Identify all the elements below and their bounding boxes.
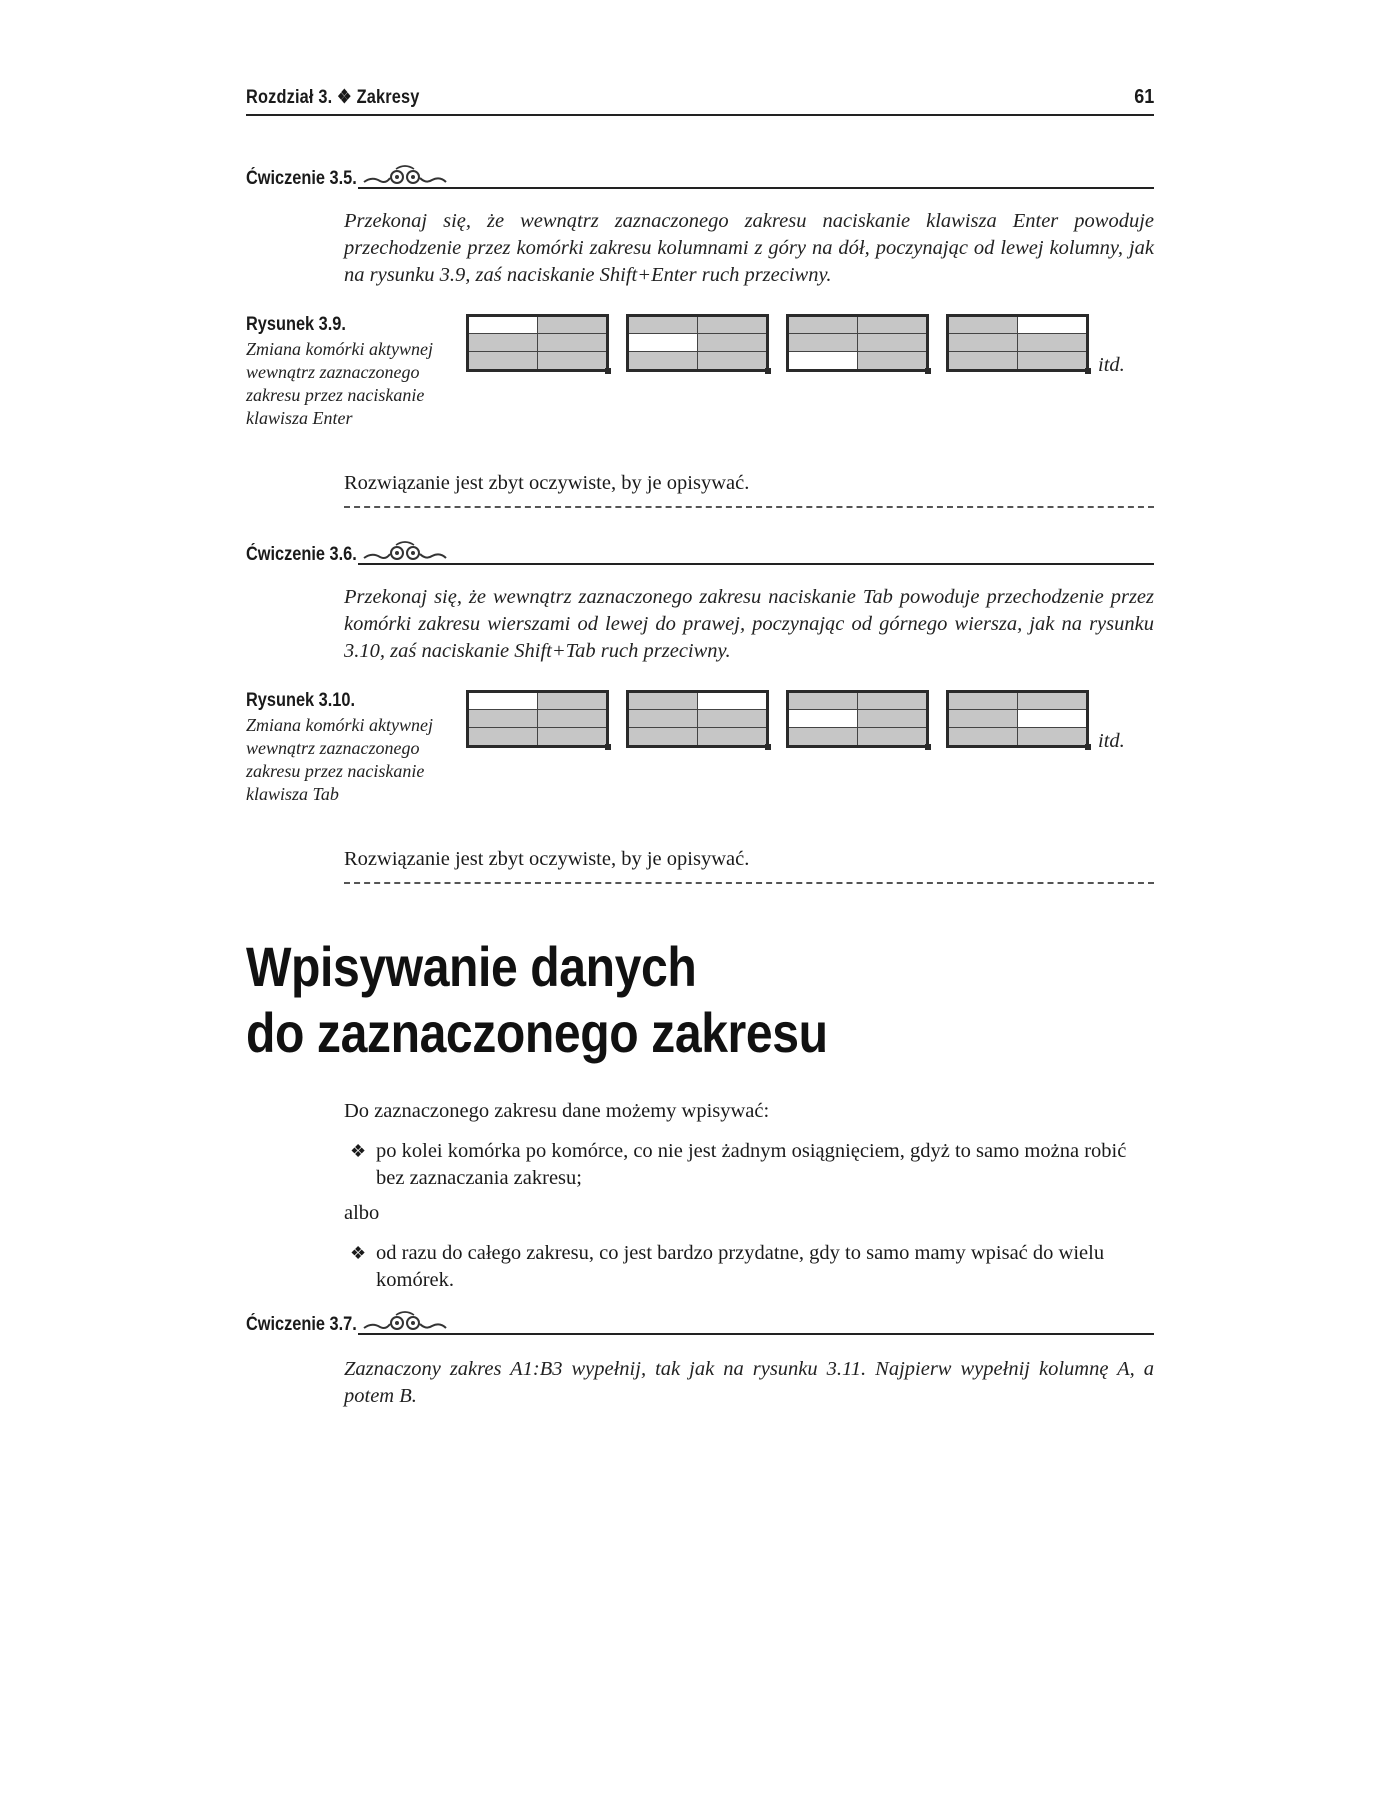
or-word: albo bbox=[344, 1202, 380, 1224]
figure-3-9-grids bbox=[466, 314, 1166, 376]
selected-cell bbox=[789, 317, 858, 334]
selected-cell bbox=[538, 693, 607, 710]
figure-3-10-grids bbox=[466, 690, 1166, 752]
selected-cell bbox=[538, 710, 607, 727]
active-cell bbox=[1018, 710, 1087, 727]
selected-cell bbox=[538, 317, 607, 334]
active-cell bbox=[1018, 317, 1087, 334]
exercise-label: Ćwiczenie 3.7. bbox=[246, 1314, 357, 1335]
selected-cell bbox=[469, 728, 538, 745]
selected-cell bbox=[698, 728, 767, 745]
selected-cell bbox=[858, 693, 927, 710]
section-title bbox=[246, 934, 1027, 1066]
selected-cell bbox=[858, 334, 927, 351]
selected-cell bbox=[469, 710, 538, 727]
solution-rule bbox=[344, 506, 1154, 508]
fill-handle-icon bbox=[765, 744, 771, 750]
active-cell bbox=[789, 352, 858, 369]
etc-label: itd. bbox=[1098, 354, 1125, 376]
selected-cell bbox=[698, 352, 767, 369]
range-grid bbox=[626, 314, 769, 372]
active-cell bbox=[789, 710, 858, 727]
section-title-line-2: do zaznaczonego zakresu bbox=[246, 1001, 828, 1064]
solution-text: Rozwiązanie jest zbyt oczywiste, by je opisywać. bbox=[344, 472, 750, 494]
active-cell bbox=[698, 693, 767, 710]
heading-rule bbox=[358, 187, 1154, 189]
chapter-title: Rozdział 3. ❖ Zakresy bbox=[246, 87, 420, 108]
selected-cell bbox=[789, 728, 858, 745]
selected-cell bbox=[789, 334, 858, 351]
flourish-ornament-icon bbox=[360, 164, 450, 190]
exercise-label: Ćwiczenie 3.6. bbox=[246, 544, 357, 565]
selected-cell bbox=[698, 334, 767, 351]
range-grid bbox=[466, 314, 609, 372]
figure-caption-3-10 bbox=[246, 690, 446, 806]
figure-caption-3-9 bbox=[246, 314, 446, 430]
selected-cell bbox=[1018, 352, 1087, 369]
flourish-ornament-icon bbox=[360, 1310, 450, 1336]
fill-handle-icon bbox=[605, 368, 611, 374]
exercise-heading-3-7 bbox=[246, 1314, 1154, 1340]
active-cell bbox=[469, 317, 538, 334]
active-cell bbox=[469, 693, 538, 710]
exercise-text: Przekonaj się, że wewnątrz zaznaczonego zakresu naciskanie Tab powoduje przechodzenie przez komórki zakresu wierszami od lewej do prawej, poczynając od górnego wiersza, jak na rysunku 3.10, zaś naciskanie Shift+Tab ruch przeciwny. bbox=[344, 586, 1154, 662]
selected-cell bbox=[538, 728, 607, 745]
fill-handle-icon bbox=[925, 744, 931, 750]
bullet-diamond-icon: ❖ bbox=[350, 1243, 367, 1263]
fill-handle-icon bbox=[605, 744, 611, 750]
selected-cell bbox=[698, 317, 767, 334]
selected-cell bbox=[949, 728, 1018, 745]
selected-cell bbox=[949, 317, 1018, 334]
list-item-text: od razu do całego zakresu, co jest bardzo przydatne, gdy to samo mamy wpisać do wielu komórek. bbox=[376, 1242, 1105, 1291]
selected-cell bbox=[949, 334, 1018, 351]
selected-cell bbox=[698, 710, 767, 727]
running-header bbox=[246, 86, 1154, 116]
active-cell bbox=[629, 334, 698, 351]
range-grid bbox=[466, 690, 609, 748]
selected-cell bbox=[1018, 728, 1087, 745]
list-item bbox=[350, 1138, 1150, 1192]
selected-cell bbox=[629, 710, 698, 727]
selected-cell bbox=[858, 710, 927, 727]
figure-title: Rysunek 3.9. bbox=[246, 314, 346, 335]
selected-cell bbox=[858, 728, 927, 745]
selected-cell bbox=[858, 317, 927, 334]
solution-rule bbox=[344, 882, 1154, 884]
fill-handle-icon bbox=[1085, 368, 1091, 374]
bullet-diamond-icon: ❖ bbox=[350, 1141, 367, 1161]
fill-handle-icon bbox=[925, 368, 931, 374]
section-title-line-1: Wpisywanie danych bbox=[246, 935, 697, 998]
selected-cell bbox=[629, 317, 698, 334]
fill-handle-icon bbox=[765, 368, 771, 374]
selected-cell bbox=[858, 352, 927, 369]
exercise-text: Przekonaj się, że wewnątrz zaznaczonego zakresu naciskanie klawisza Enter powoduje przechodzenie przez komórki zakresu kolumnami z góry na dół, poczynając od lewej kolumny, jak na rysunku 3.9, zaś naciskanie Shift+Enter ruch przeciwny. bbox=[344, 210, 1154, 286]
exercise-heading-3-5 bbox=[246, 168, 1154, 194]
range-grid bbox=[786, 690, 929, 748]
list-item-text: po kolei komórka po komórce, co nie jest żadnym osiągnięciem, gdyż to samo można robić bez zaznaczania zakresu; bbox=[376, 1140, 1127, 1189]
range-grid bbox=[946, 690, 1089, 748]
section-intro: Do zaznaczonego zakresu dane możemy wpisywać: bbox=[344, 1100, 770, 1122]
figure-description: Zmiana komórki aktywnej wewnątrz zaznaczonego zakresu przez naciskanie klawisza Enter bbox=[246, 339, 433, 428]
selected-cell bbox=[789, 693, 858, 710]
selected-cell bbox=[1018, 334, 1087, 351]
exercise-heading-3-6 bbox=[246, 544, 1154, 570]
exercise-text: Zaznaczony zakres A1:B3 wypełnij, tak jak na rysunku 3.11. Najpierw wypełnij kolumnę A, a potem B. bbox=[344, 1358, 1154, 1407]
selected-cell bbox=[469, 352, 538, 369]
range-grid bbox=[626, 690, 769, 748]
heading-rule bbox=[358, 1333, 1154, 1335]
heading-rule bbox=[358, 563, 1154, 565]
solution-text: Rozwiązanie jest zbyt oczywiste, by je opisywać. bbox=[344, 848, 750, 870]
selected-cell bbox=[469, 334, 538, 351]
selected-cell bbox=[538, 334, 607, 351]
selected-cell bbox=[949, 710, 1018, 727]
range-grid bbox=[786, 314, 929, 372]
selected-cell bbox=[629, 693, 698, 710]
selected-cell bbox=[1018, 693, 1087, 710]
selected-cell bbox=[629, 728, 698, 745]
range-grid bbox=[946, 314, 1089, 372]
exercise-label: Ćwiczenie 3.5. bbox=[246, 168, 357, 189]
flourish-ornament-icon bbox=[360, 540, 450, 566]
selected-cell bbox=[538, 352, 607, 369]
etc-label: itd. bbox=[1098, 730, 1125, 752]
selected-cell bbox=[629, 352, 698, 369]
selected-cell bbox=[949, 693, 1018, 710]
figure-title: Rysunek 3.10. bbox=[246, 690, 356, 711]
selected-cell bbox=[949, 352, 1018, 369]
figure-description: Zmiana komórki aktywnej wewnątrz zaznaczonego zakresu przez naciskanie klawisza Tab bbox=[246, 715, 433, 804]
fill-handle-icon bbox=[1085, 744, 1091, 750]
page-number: 61 bbox=[1133, 86, 1154, 108]
list-item bbox=[350, 1240, 1150, 1294]
